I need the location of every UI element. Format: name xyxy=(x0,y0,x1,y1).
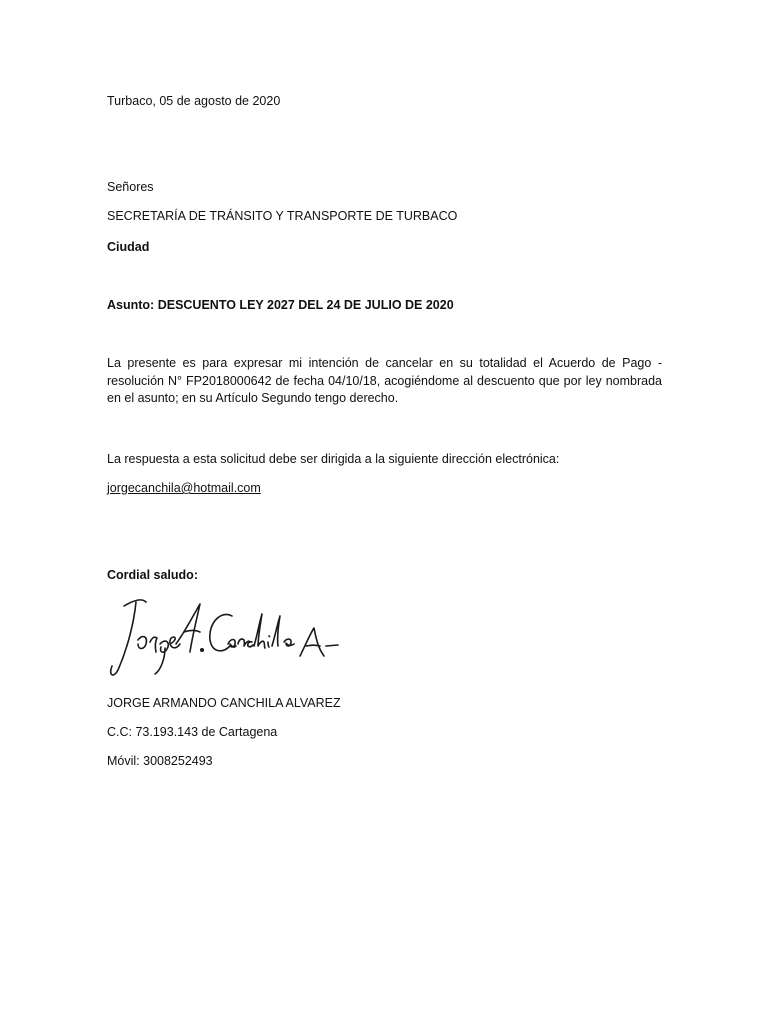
signer-phone: Móvil: 3008252493 xyxy=(107,754,213,768)
handwritten-signature-icon xyxy=(104,592,344,684)
body-paragraph: La presente es para expresar mi intención de cancelar en su totalidad el Acuerdo de Pago - resolución N° FP2018000642 de fecha 04/10/18, acogiéndome al descuento que por ley nombrada en el asunto; en su Artículo Segundo tengo derecho. xyxy=(107,356,662,405)
city: Ciudad xyxy=(107,240,150,254)
email-link[interactable]: jorgecanchila@hotmail.com xyxy=(107,481,261,495)
closing: Cordial saludo: xyxy=(107,568,198,582)
response-note: La respuesta a esta solicitud debe ser dirigida a la siguiente dirección electrónica: xyxy=(107,452,560,466)
place-date: Turbaco, 05 de agosto de 2020 xyxy=(107,94,281,108)
salutation-to: Señores xyxy=(107,180,154,194)
subject-text: DESCUENTO LEY 2027 DEL 24 DE JULIO DE 2020 xyxy=(157,298,454,312)
signer-id: C.C: 73.193.143 de Cartagena xyxy=(107,725,278,739)
subject-line xyxy=(107,296,454,314)
recipient: SECRETARÍA DE TRÁNSITO Y TRANSPORTE DE TURBACO xyxy=(107,209,458,223)
subject-label: Asunto: xyxy=(107,298,155,312)
signer-name: JORGE ARMANDO CANCHILA ALVAREZ xyxy=(107,696,341,710)
